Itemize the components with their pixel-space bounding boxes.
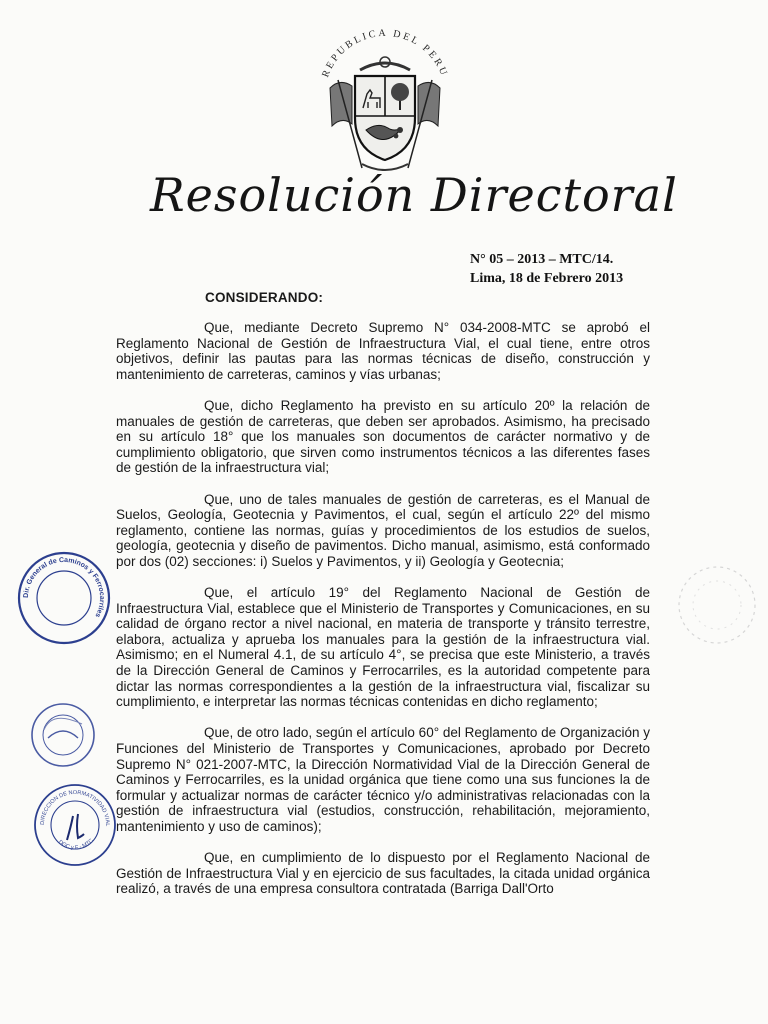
official-stamp-normatividad	[30, 780, 120, 870]
official-stamp-caminos	[14, 548, 114, 648]
paragraph: Que, de otro lado, según el artículo 60° del Reglamento de Organización y Funciones del Ministerio de Transportes y Comunicaciones, aprobado por Decreto Supremo N° 021-2007-MTC, la Dirección Normatividad Vial de la Dirección General de Caminos y Ferrocarriles, es la unidad orgánica que tiene como una sus funciones la de formular y actualizar normas de carácter técnico y/o administrativas relacionadas con la gestión de infraestructura vial (estudios, construcción, rehabilitación, mejoramiento, mantenimiento y uso de caminos);	[116, 725, 650, 834]
section-heading: CONSIDERANDO:	[205, 290, 324, 305]
paragraph: Que, en cumplimiento de lo dispuesto por el Reglamento Nacional de Gestión de Infraestructura Vial y en ejercicio de sus facultades, la citada unidad orgánica realizó, a través de una empresa consultora contratada (Barriga Dall'Orto	[116, 850, 650, 897]
resolution-place-date: Lima, 18 de Febrero 2013	[470, 271, 624, 286]
paragraph: Que, uno de tales manuales de gestión de carreteras, es el Manual de Suelos, Geología, Geotecnia y Pavimentos, el cual, según el artículo 22º del mismo reglamento, contiene las normas, guías y procedimientos de los estudios de suelos, geología, geotecnia y diseño de pavimentos. Dicho manual, asimismo, está conformado por dos (02) secciones: i) Suelos y Pavimentos, y ii) Geología y Geotecnia;	[116, 491, 650, 569]
svg-text:DIRECCION DE NORMATIVIDAD VIAL: DIRECCION DE NORMATIVIDAD VIAL	[39, 789, 111, 827]
paragraph: Que, mediante Decreto Supremo N° 034-2008-MTC se aprobó el Reglamento Nacional de Gestión de Infraestructura Vial, el cual tiene, entre otros objetivos, definir las pautas para las normas técnicas de diseño, construcción y mantenimiento de carreteras, caminos y vías urbanas;	[116, 320, 650, 382]
paragraph: Que, el artículo 19° del Reglamento Nacional de Gestión de Infraestructura Vial, establece que el Ministerio de Transportes y Comunicaciones, en su calidad de órgano rector a nivel nacional, en materia de transporte y tránsito terrestre, elabora, actualiza y aprueba los manuales para la gestión de la infraestructura vial. Asimismo; en el Numeral 4.1, de su artículo 4°, se precisa que este Ministerio, a través de la Dirección General de Caminos y Ferrocarriles, es la autoridad competente para dictar las normas correspondientes a la gestión de la infraestructura vial, fiscalizar su cumplimiento, e interpretar las normas técnicas contenidas en dicho reglamento;	[116, 585, 650, 710]
faint-stamp-right	[672, 560, 762, 650]
svg-text:DGC y F - MTC: DGC y F - MTC	[56, 837, 95, 852]
svg-text:Dir. General de Caminos y Ferr: Dir. General de Caminos y Ferrocarriles	[22, 556, 106, 619]
document-title: Resolución Directoral	[150, 168, 678, 222]
document-body	[116, 320, 650, 913]
paragraph: Que, dicho Reglamento ha previsto en su artículo 20º la relación de manuales de gestión de carreteras, que deben ser aprobados. Asimismo, ha precisado en su artículo 18° que los manuales son documentos de carácter normativo y de cumplimiento obligatorio, que sirven como instrumentos técnicos a las diferentes fases de gestión de la infraestructura vial;	[116, 397, 650, 476]
resolution-reference	[470, 250, 623, 288]
arms-arc-text: REPUBLICA DEL PERU	[320, 27, 450, 80]
official-stamp-seal	[28, 700, 98, 770]
coat-of-arms-emblem	[300, 18, 470, 180]
resolution-number: N° 05 – 2013 – MTC/14.	[470, 252, 614, 267]
